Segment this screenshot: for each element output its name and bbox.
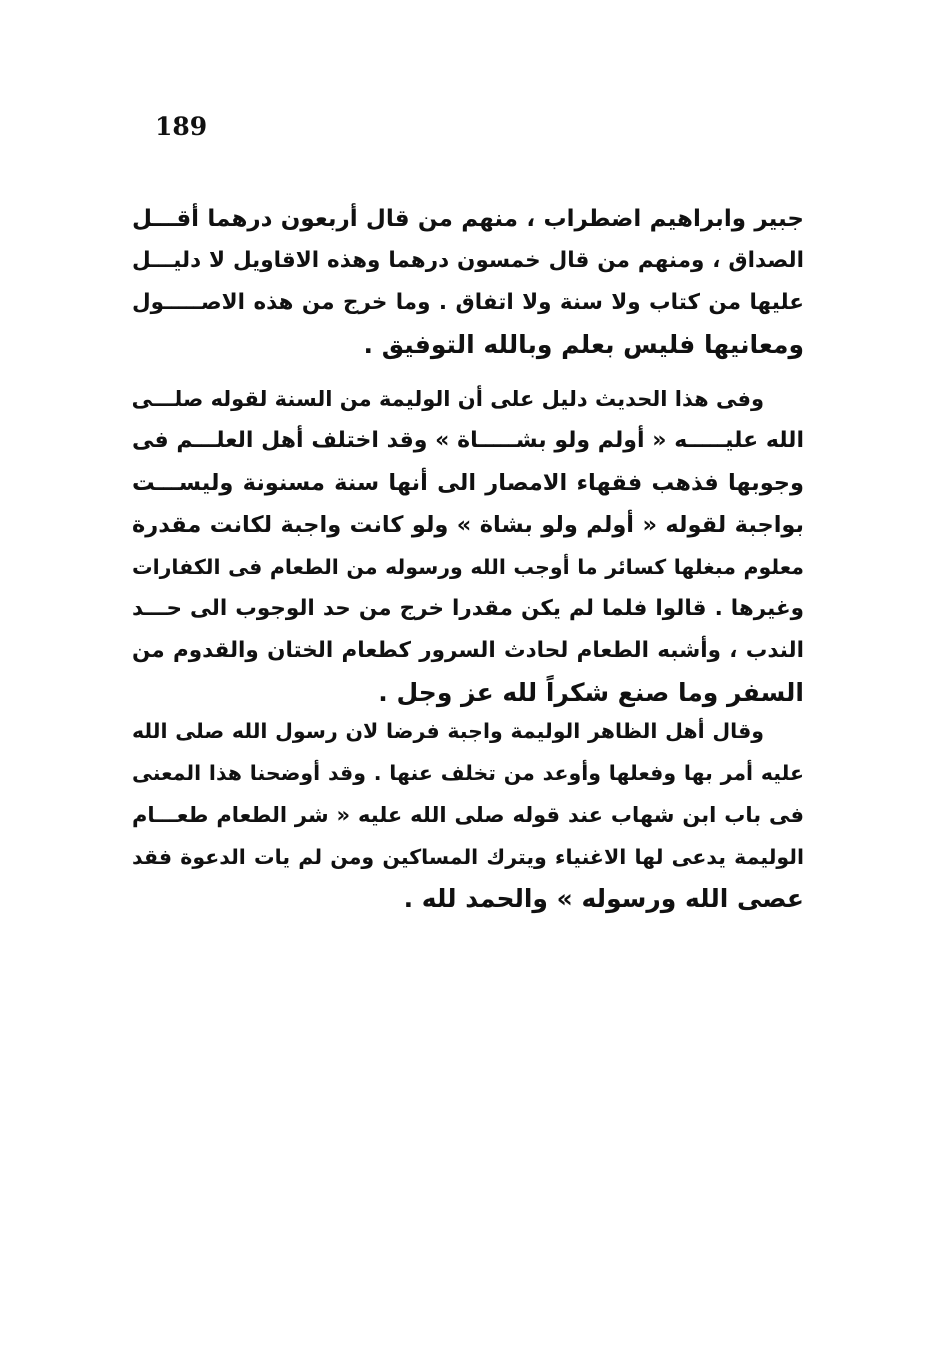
text-line: ومعانيها فليس بعلم وبالله التوفيق . <box>363 330 804 359</box>
text-line: وفى هذا الحديث دليل على أن الوليمة من السنة لقوله صلـــى <box>131 387 764 411</box>
text-line: الله عليـــــه « أولم ولو بشـــــاة » وقد اختلف أهل العلـــم فى <box>132 428 804 453</box>
text-line: جبير وابراهيم اضطراب ، منهم من قال أربعون درهما أقـــل <box>132 206 804 232</box>
text-line: عليه أمر بها وفعلها وأوعد من تخلف عنها . وقد أوضحنا هذا المعنى <box>132 761 804 785</box>
paragraph-3 <box>132 710 804 920</box>
page-number: 189 <box>155 112 208 141</box>
text-line: وغيرها . قالوا فلما لم يكن مقدرا خرج من حد الوجوب الى حـــد <box>132 596 804 621</box>
text-line: معلوم مبغلها كسائر ما أوجب الله ورسوله من الطعام فى الكفارات <box>132 555 804 579</box>
text-line: وجوبها فذهب فقهاء الامصار الى أنها سنة مسنونة وليســـت <box>132 470 804 496</box>
text-line: عصى الله ورسوله » والحمد لله . <box>403 884 804 913</box>
text-line: بواجبة لقوله « أولم ولو بشاة » ولو كانت واجبة لكانت مقدرة <box>132 512 804 538</box>
text-line: الوليمة يدعى لها الاغنياء ويترك المساكين ومن لم يات الدعوة فقد <box>132 845 804 869</box>
text-line: السفر وما صنع شكراً لله عز وجل . <box>378 678 804 707</box>
text-line: فى باب ابن شهاب عند قوله صلى الله عليه « شر الطعام طعـــام <box>132 803 804 827</box>
text-line: وقال أهل الظاهر الوليمة واجبة فرضا لان رسول الله صلى الله <box>132 719 764 743</box>
paragraph-2 <box>132 378 804 714</box>
text-line: عليها من كتاب ولا سنة ولا اتفاق . وما خرج من هذه الاصـــــول <box>132 290 804 315</box>
paragraph-1 <box>132 198 804 366</box>
text-line: الصداق ، ومنهم من قال خمسون درهما وهذه الاقاويل لا دليـــل <box>132 248 804 273</box>
text-line: الندب ، وأشبه الطعام لحادث السرور كطعام الختان والقدوم من <box>132 638 804 663</box>
